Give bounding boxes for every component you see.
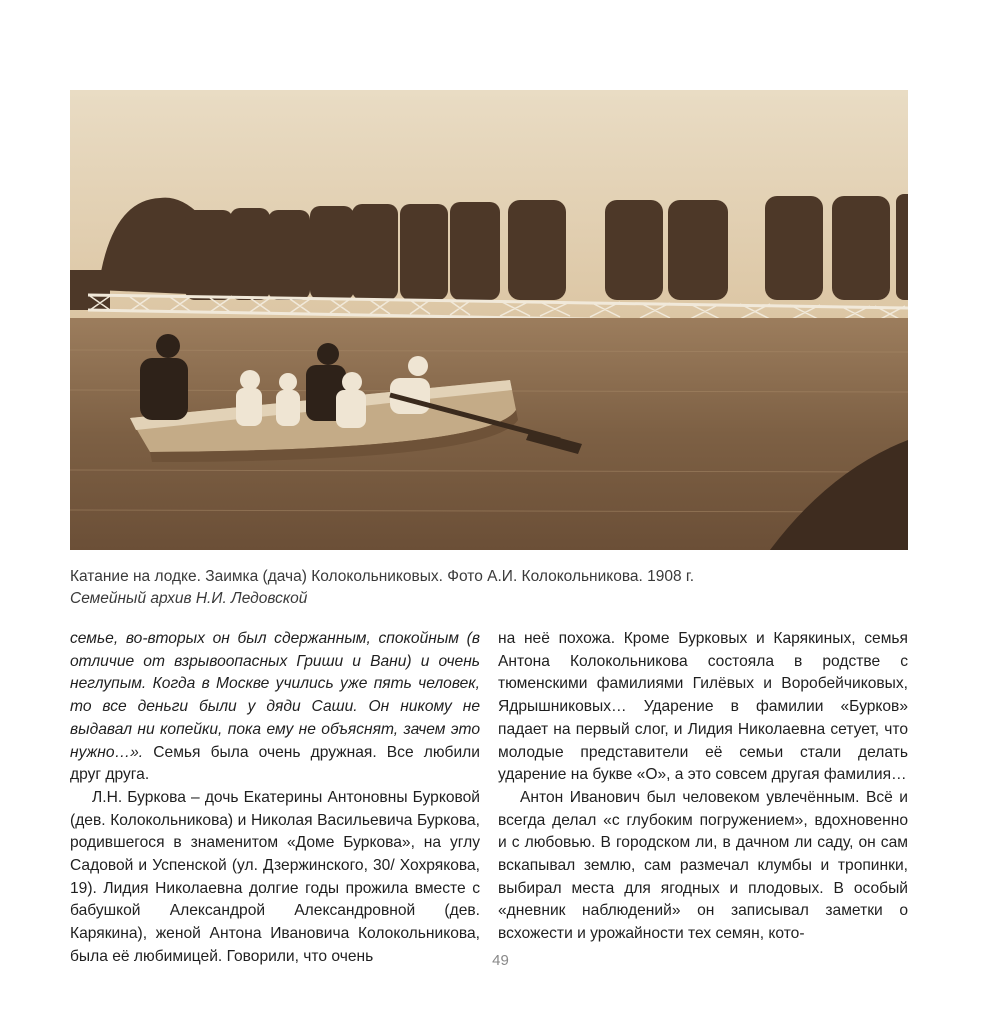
- right-column: [498, 628, 908, 946]
- right-paragraph-2: Антон Иванович был человеком увлечённым. Всё и всегда делал «с глубоким погружением», вдохновенно и с любовью. В городском ли, в дачном ли саду, он сам вскапывал землю, сам размечал клумбы и тропинки, выбирал места для ягодных и плодовых. В особый «дневник наблюдений» он записывал заметки о всхожести и урожайности тех семян, кото-: [498, 788, 908, 943]
- left-paragraph-2: Л.Н. Буркова – дочь Екатерины Антоновны Бурковой (дев. Колокольникова) и Николая Васильевича Буркова, родившегося в знаменитом «Доме Буркова», на углу Садовой и Успенской (ул. Дзержинского, 30/ Хохрякова, 19). Лидия Николаевна долгие годы прожила вместе с бабушкой Александрой Александровной (дев. Карякина), женой Антона Ивановича Колокольникова, была её любимицей. Говорили, что очень: [70, 788, 480, 965]
- right-paragraph-1: на неё похожа. Кроме Бурковых и Карякиных, семья Антона Колокольникова состояла в родстве с тюменскими фамилиями Гилёвых и Воробейчиковых, Ядрышниковых… Ударение в фамилии «Бурков» падает на первый слог, и Лидия Николаевна сетует, что молодые представители её семьи стали делать ударение на букве «О», а это совсем другая фамилия…: [498, 630, 908, 784]
- page-number: 49: [492, 952, 509, 969]
- caption-credit: Семейный архив Н.И. Ледовской: [70, 590, 308, 607]
- photo-boat-ride: [70, 90, 908, 550]
- left-quote: семье, во-вторых он был сдержанным, спокойным (в отличие от взрывоопасных Гриши и Вани) и очень неглупым. Когда в Москве учились уже пять человек, то все деньги были у дяди Саши. Он никому не выдавал ни копейки, пока ему не объяснят, зачем это нужно…».: [70, 630, 480, 761]
- caption-title: Катание на лодке. Заимка (дача) Колокольниковых. Фото А.И. Колокольникова. 1908 г.: [70, 568, 695, 585]
- left-paragraph-1: [70, 628, 480, 787]
- left-column: [70, 628, 480, 969]
- boat-photo-icon: [70, 90, 908, 550]
- photo-caption: [70, 566, 930, 610]
- left-quote-tail: Семья была очень дружная. Все любили друг друга.: [70, 743, 480, 784]
